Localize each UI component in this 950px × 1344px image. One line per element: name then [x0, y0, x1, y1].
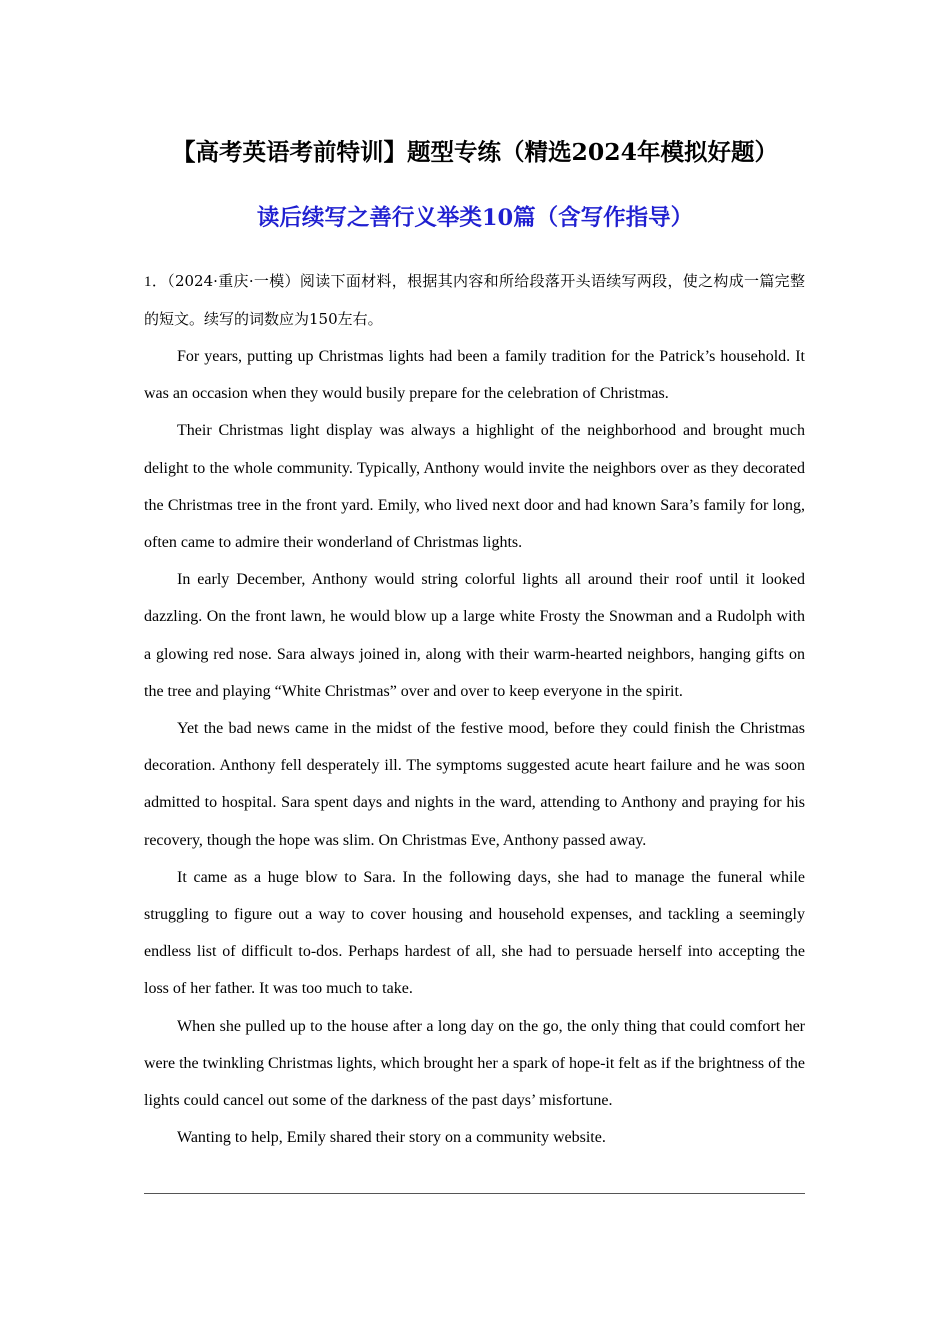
- passage-paragraph-3: In early December, Anthony would string colorful lights all around their roof until it looked dazzling. On the front lawn, he would blow up a large white Frosty the Snowman and a Rudolph with a glowing red nose. Sara always joined in, along with their warm-hearted neighbors, hanging gifts on the tree and playing “White Christmas” over and over to keep everyone in the spirit.: [144, 571, 805, 700]
- document-subtitle: 读后续写之善行义举类10篇（含写作指导）: [256, 205, 694, 231]
- document-title: 【高考英语考前特训】题型专练（精选2024年模拟好题）: [172, 138, 778, 166]
- question-instruction-text: （2024·重庆·一模）阅读下面材料，根据其内容和所给段落开头语续写两段，使之构成一篇完整的短文。续写的词数应为150左右。: [144, 272, 805, 328]
- question-instruction: [144, 263, 805, 338]
- passage-paragraph-2: Their Christmas light display was always a highlight of the neighborhood and brought much delight to the whole community. Typically, Anthony would invite the neighbors over as they decorated the Christmas tree in the front yard. Emily, who lived next door and had known Sara’s family for long, often came to admire their wonderland of Christmas lights.: [144, 422, 805, 552]
- passage-paragraph-7: Wanting to help, Emily shared their story on a community website.: [177, 1129, 606, 1147]
- question-body: [144, 263, 805, 1156]
- question-number: 1．: [144, 274, 168, 290]
- passage-paragraph-5: It came as a huge blow to Sara. In the following days, she had to manage the funeral while struggling to figure out a way to cover housing and household expenses, and tackling a seemingly endless list of difficult to-dos. Perhaps hardest of all, she had to persuade herself into accepting the loss of her father. It was too much to take.: [144, 868, 805, 998]
- passage-paragraph-6: When she pulled up to the house after a long day on the go, the only thing that could comfort her were the twinkling Christmas lights, which brought her a spark of hope-it felt as if the brightness of the lights could cancel out some of the darkness of the past days’ misfortune.: [144, 1017, 805, 1110]
- passage-paragraph-4: Yet the bad news came in the midst of the festive mood, before they could finish the Christmas decoration. Anthony fell desperately ill. The symptoms suggested acute heart failure and he was soon admitted to hospital. Sara spent days and nights in the ward, attending to Anthony and praying for his recovery, though the hope was slim. On Christmas Eve, Anthony passed away.: [144, 720, 805, 849]
- passage-paragraph-1: For years, putting up Christmas lights had been a family tradition for the Patrick’s household. It was an occasion when they would busily prepare for the celebration of Christmas.: [144, 348, 805, 403]
- divider-line: [144, 1193, 805, 1194]
